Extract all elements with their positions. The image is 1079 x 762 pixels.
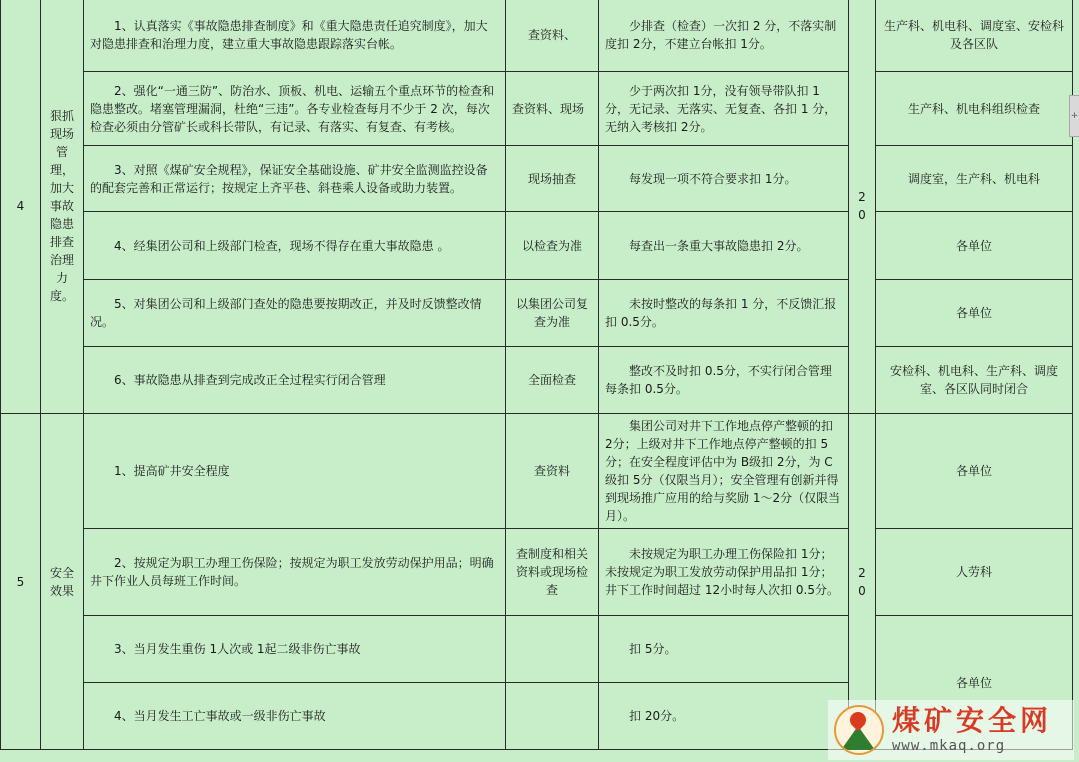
section-score: 20 [849, 0, 876, 414]
section-project: 安全效果 [41, 414, 84, 750]
check-method [506, 616, 599, 683]
responsible-dept: 安检科、机电科、生产科、调度室、各区队同时闭合 [876, 347, 1073, 414]
mine-logo-icon [834, 705, 884, 755]
responsible-dept: 生产科、机电科组织检查 [876, 72, 1073, 146]
item-text: 2、强化“一通三防”、防治水、顶板、机电、运输五个重点环节的检查和隐患整改。堵塞管理漏洞，杜绝“三违”。各专业检查每月不少于 2 次，每次检查必须由分管矿长或科长带队，有记录、有落实、有复查、有考核。 [84, 72, 506, 146]
table-row [1, 347, 1073, 414]
scoring-rule: 每查出一条重大事故隐患扣 2分。 [599, 212, 849, 280]
scoring-rule: 扣 20分。 [599, 683, 849, 750]
item-text: 3、当月发生重伤 1人次或 1起二级非伤亡事故 [84, 616, 506, 683]
responsible-dept: 各单位 [876, 414, 1073, 529]
site-watermark [828, 700, 1074, 760]
item-text: 4、当月发生工亡事故或一级非伤亡事故 [84, 683, 506, 750]
responsible-dept: 各单位 [876, 212, 1073, 280]
table-row [1, 212, 1073, 280]
scoring-rule: 扣 5分。 [599, 616, 849, 683]
table-row [1, 280, 1073, 347]
scoring-rule: 少排查（检查）一次扣 2 分，不落实制度扣 2分，不建立台帐扣 1分。 [599, 0, 849, 72]
scoring-rule: 集团公司对井下工作地点停产整顿的扣 2分；上级对井下工作地点停产整顿的扣 5分；在安全程度评估中为 B级扣 2分，为 C级扣 5分（仅限当月）；安全管理有创新并得到现场推广应用的给与奖励 1～2分（仅限当月）。 [599, 414, 849, 529]
scoring-rule: 少于两次扣 1分，没有领导带队扣 1分，无记录、无落实、无复查、各扣 1 分，无纳入考核扣 2分。 [599, 72, 849, 146]
responsible-dept: 调度室，生产科、机电科 [876, 146, 1073, 212]
item-text: 2、按规定为职工办理工伤保险；按规定为职工发放劳动保护用品；明确井下作业人员每班工作时间。 [84, 529, 506, 616]
check-method: 查制度和相关资料或现场检查 [506, 529, 599, 616]
table-row [1, 146, 1073, 212]
watermark-url: www.mkaq.org [892, 738, 1006, 754]
section-number: 5 [1, 414, 41, 750]
scoring-rule: 未按时整改的每条扣 1 分，不反馈汇报扣 0.5分。 [599, 280, 849, 347]
item-text: 4、经集团公司和上级部门检查，现场不得存在重大事故隐患 。 [84, 212, 506, 280]
table-row [1, 414, 1073, 529]
item-text: 1、提高矿井安全程度 [84, 414, 506, 529]
scoring-rule: 每发现一项不符合要求扣 1分。 [599, 146, 849, 212]
item-text: 3、对照《煤矿安全规程》，保证安全基础设施、矿井安全监测监控设备的配套完善和正常运行；按规定上齐平巷、斜巷乘人设备或助力装置。 [84, 146, 506, 212]
table-row [1, 616, 1073, 683]
item-text: 1、认真落实《事故隐患排查制度》和《重大隐患责任追究制度》，加大对隐患排查和治理力度，建立重大事故隐患跟踪落实台帐。 [84, 0, 506, 72]
check-method: 查资料 [506, 414, 599, 529]
side-expand-tab[interactable]: + [1069, 95, 1079, 137]
item-text: 6、事故隐患从排查到完成改正全过程实行闭合管理 [84, 347, 506, 414]
section-score: 20 [849, 414, 876, 750]
scoring-rule: 整改不及时扣 0.5分，不实行闭合管理每条扣 0.5分。 [599, 347, 849, 414]
section-number: 4 [1, 0, 41, 414]
responsible-dept: 生产科、机电科、调度室、安检科及各区队 [876, 0, 1073, 72]
responsible-dept: 各单位 [876, 280, 1073, 347]
responsible-dept: 各单位 [876, 616, 1073, 750]
scoring-rule: 未按规定为职工办理工伤保险扣 1分；未按规定为职工发放劳动保护用品扣 1分；井下工作时间超过 12小时每人次扣 0.5分。 [599, 529, 849, 616]
table-row [1, 529, 1073, 616]
item-text: 5、对集团公司和上级部门查处的隐患要按期改正，并及时反馈整改情况。 [84, 280, 506, 347]
check-method: 查资料、现场 [506, 72, 599, 146]
watermark-title: 煤矿安全网 [892, 704, 1053, 737]
check-method: 全面检查 [506, 347, 599, 414]
check-method: 现场抽查 [506, 146, 599, 212]
responsible-dept: 人劳科 [876, 529, 1073, 616]
table-row [1, 72, 1073, 146]
section-project: 狠抓现场管理，加大事故隐患排查治理力度。 [41, 0, 84, 414]
check-method [506, 683, 599, 750]
check-method: 查资料、 [506, 0, 599, 72]
table-row [1, 0, 1073, 72]
check-method: 以集团公司复查为准 [506, 280, 599, 347]
check-method: 以检查为准 [506, 212, 599, 280]
